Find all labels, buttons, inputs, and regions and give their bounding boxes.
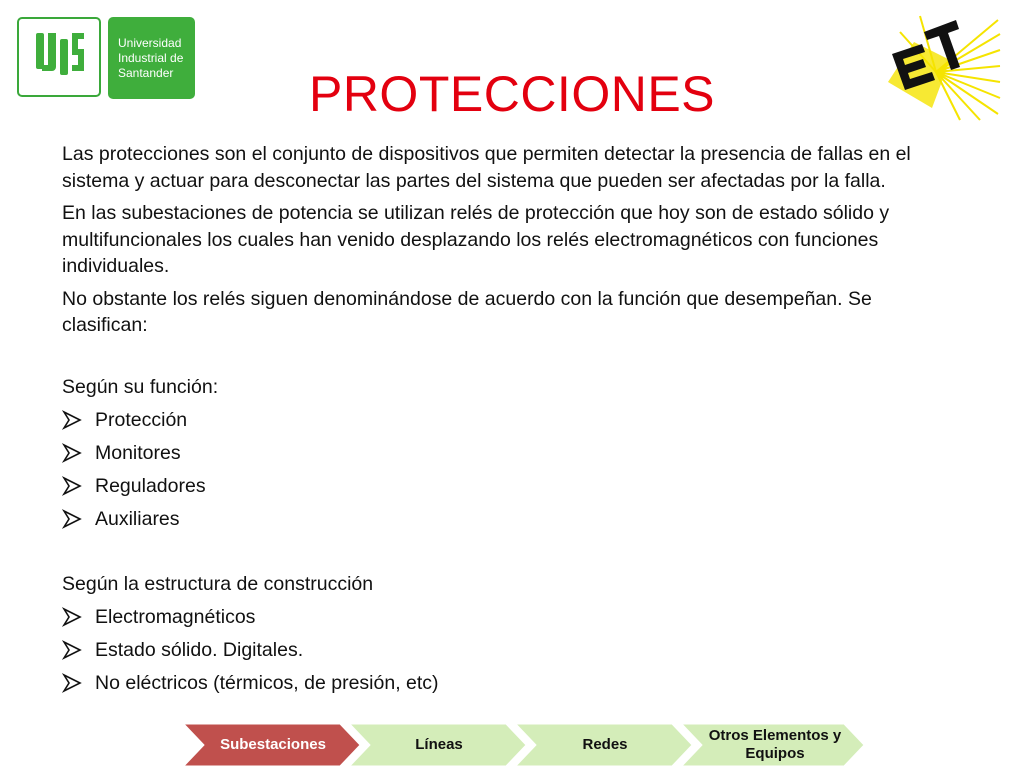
list-item-label: Protección <box>95 408 188 431</box>
list-item <box>62 601 962 634</box>
paragraph-substations: En las subestaciones de potencia se utilizan relés de protección que hoy son de estado sólido y multifuncionales los cuales han venido desplazando los relés electromagnéticos con funciones individuales. <box>62 202 890 277</box>
spacer <box>62 345 962 371</box>
list-item <box>62 667 962 700</box>
arrow-bullet-icon <box>62 509 82 529</box>
list-item-label: Electromagnéticos <box>95 605 256 628</box>
arrow-bullet-icon <box>62 410 82 430</box>
list-item-label: No eléctricos (térmicos, de presión, etc) <box>95 671 439 694</box>
spacer <box>62 536 962 568</box>
list-item <box>62 470 962 503</box>
section-nav <box>184 724 864 766</box>
uis-name-line-2: Industrial de <box>118 50 184 65</box>
nav-tab-otros-elementos[interactable]: Otros Elementos y Equipos <box>708 727 842 762</box>
uis-name-line-1: Universidad <box>118 35 182 50</box>
uis-name-line-3: Santander <box>118 65 174 80</box>
heading-by-construction: Según la estructura de construcción <box>62 572 374 595</box>
arrow-bullet-icon <box>62 476 82 496</box>
list-item-label: Monitores <box>95 441 181 464</box>
nav-tab-subestaciones[interactable]: Subestaciones <box>220 736 326 753</box>
slide-title: PROTECCIONES <box>308 66 716 122</box>
nav-tab-lineas[interactable]: Líneas <box>415 736 463 753</box>
paragraph-definition: Las protecciones son el conjunto de dispositivos que permiten detectar la presencia de fallas en el sistema y actuar para desconectar las partes del sistema que pueden ser afectadas por la falla. <box>62 143 911 192</box>
arrow-bullet-icon <box>62 443 82 463</box>
arrow-bullet-icon <box>62 673 82 693</box>
arrow-bullet-icon <box>62 640 82 660</box>
list-item <box>62 404 962 437</box>
heading-by-function: Según su función: <box>62 375 219 398</box>
paragraph-classification: No obstante los relés siguen denominándose de acuerdo con la función que desempeñan. Se clasifican: <box>62 287 872 336</box>
slide-body <box>62 141 962 700</box>
list-item-label: Estado sólido. Digitales. <box>95 638 304 661</box>
list-item <box>62 503 962 536</box>
list-item-label: Reguladores <box>95 474 206 497</box>
arrow-bullet-icon <box>62 607 82 627</box>
list-item <box>62 437 962 470</box>
list-item-label: Auxiliares <box>95 507 180 530</box>
list-item <box>62 634 962 667</box>
nav-tab-redes[interactable]: Redes <box>582 736 628 753</box>
